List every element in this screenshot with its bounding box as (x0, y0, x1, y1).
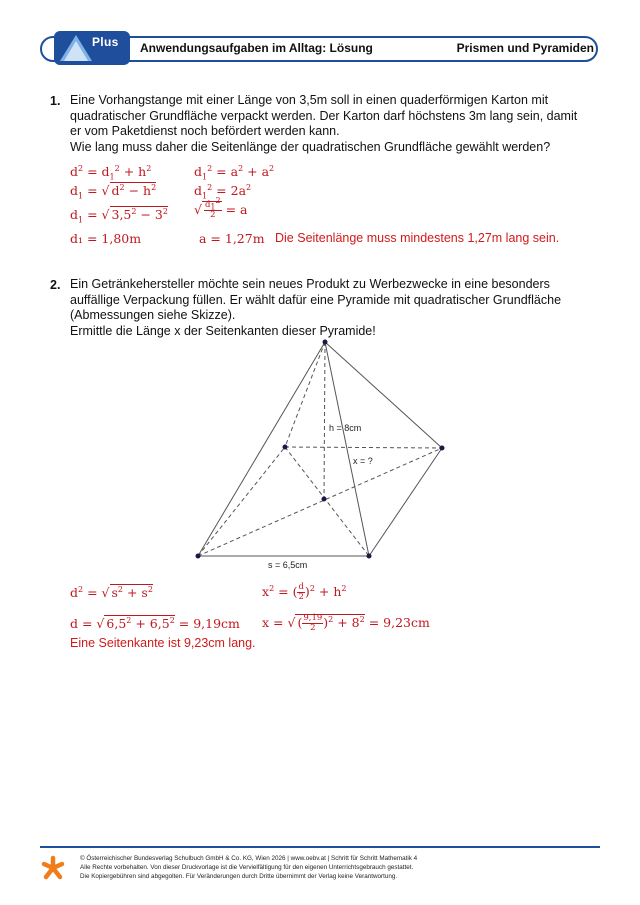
formula-d1-squared: $d_1^2 = 2a^2$ (194, 182, 252, 201)
footer-line: © Österreichischer Bundesverlag Schulbuch GmbH & Co. KG, Wien 2026 | www.oebv.at | Schritt für Schritt Mathematik 4 (80, 855, 418, 862)
result-a: a = 1,27m (199, 231, 265, 246)
side-label: s = 6,5cm (268, 560, 308, 570)
task-2-line: Ermittle die Länge x der Seitenkanten dieser Pyramide! (70, 323, 376, 338)
task-1-line: Wie lang muss daher die Seitenlänge der quadratischen Grundfläche gewählt werden? (70, 139, 551, 154)
formula-d1-root: $d_1$ = √ $d^2 - h^2$ (70, 182, 157, 201)
height-label: h = 8cm (329, 423, 362, 433)
footer-divider (40, 846, 600, 848)
task-2-number: 2. (50, 278, 61, 292)
result-d1: d₁ = 1,80m (70, 231, 142, 246)
worksheet-title: Anwendungsaufgaben im Alltag: Lösung (140, 41, 373, 55)
task-2-line: (Abmessungen siehe Skizze). (70, 308, 236, 322)
task-2-answer: Eine Seitenkante ist 9,23cm lang. (70, 636, 256, 650)
task-1-line: quadratischer Grundfläche verpackt werden. Der Karton darf höchstens 3m lang sein, damit (70, 108, 578, 123)
task-1-answer: Die Seitenlänge muss mindestens 1,27m lang sein. (275, 231, 560, 245)
footer-copyright (80, 854, 417, 881)
publisher-star-icon (40, 855, 66, 881)
task-2-line: Ein Getränkehersteller möchte sein neues Produkt zu Werbezwecke in eine besonders (70, 277, 550, 291)
task-1-number: 1. (50, 94, 61, 108)
task-2-line: auffällige Verpackung füllen. Er wählt dafür eine Pyramide mit quadratischer Grundfläche (70, 292, 562, 307)
formula-base-diagonal: $d_1^2 = a^2 + a^2$ (194, 163, 275, 182)
formula-base-diagonal-2: $d^2$ = √ $s^2 + s^2$ (70, 584, 153, 600)
formula-edge-squared: $x^2$ = ( $\frac{d}{2}$ )$^2 + h^2$ (262, 582, 347, 602)
footer-line: Die Kopiergebühren sind abgegolten. Für Veränderungen durch Dritte übernimmt der Verlag keine Verantwortung. (80, 873, 398, 880)
logo-label: Plus (92, 35, 119, 49)
task-1-text (70, 93, 577, 155)
task-1-line: Eine Vorhangstange mit einer Länge von 3,5m soll in einen quaderförmigen Karton mit (70, 93, 549, 107)
edge-label: x = ? (353, 456, 373, 466)
task-1-line: er vom Paketdienst noch befördert werden kann. (70, 124, 340, 138)
formula-a-root: √ $\frac{d_1^2}{2}$ = a (194, 196, 248, 220)
task-2-text (70, 277, 561, 339)
footer-line: Alle Rechte vorbehalten. Von dieser Druckvorlage ist die Vervielfältigung für den eigenen Unterrichtsgebrauch gestattet. (80, 864, 414, 871)
formula-diagonal-squared: $d^2 = d_1^2 + h^2$ (70, 163, 152, 182)
formula-edge-value: x = √ ( $\frac{9,19}{2}$ )$^2 + 8^2 = 9,23cm$ (262, 613, 430, 633)
formula-d1-values: $d_1$ = √ $3,5^2 - 3^2$ (70, 206, 168, 225)
worksheet-topic: Prismen und Pyramiden (456, 41, 594, 55)
pyramid-sketch (190, 336, 460, 572)
formula-diagonal-value: d = √ $6,5^2 + 6,5^2 = 9,19cm$ (70, 615, 240, 631)
